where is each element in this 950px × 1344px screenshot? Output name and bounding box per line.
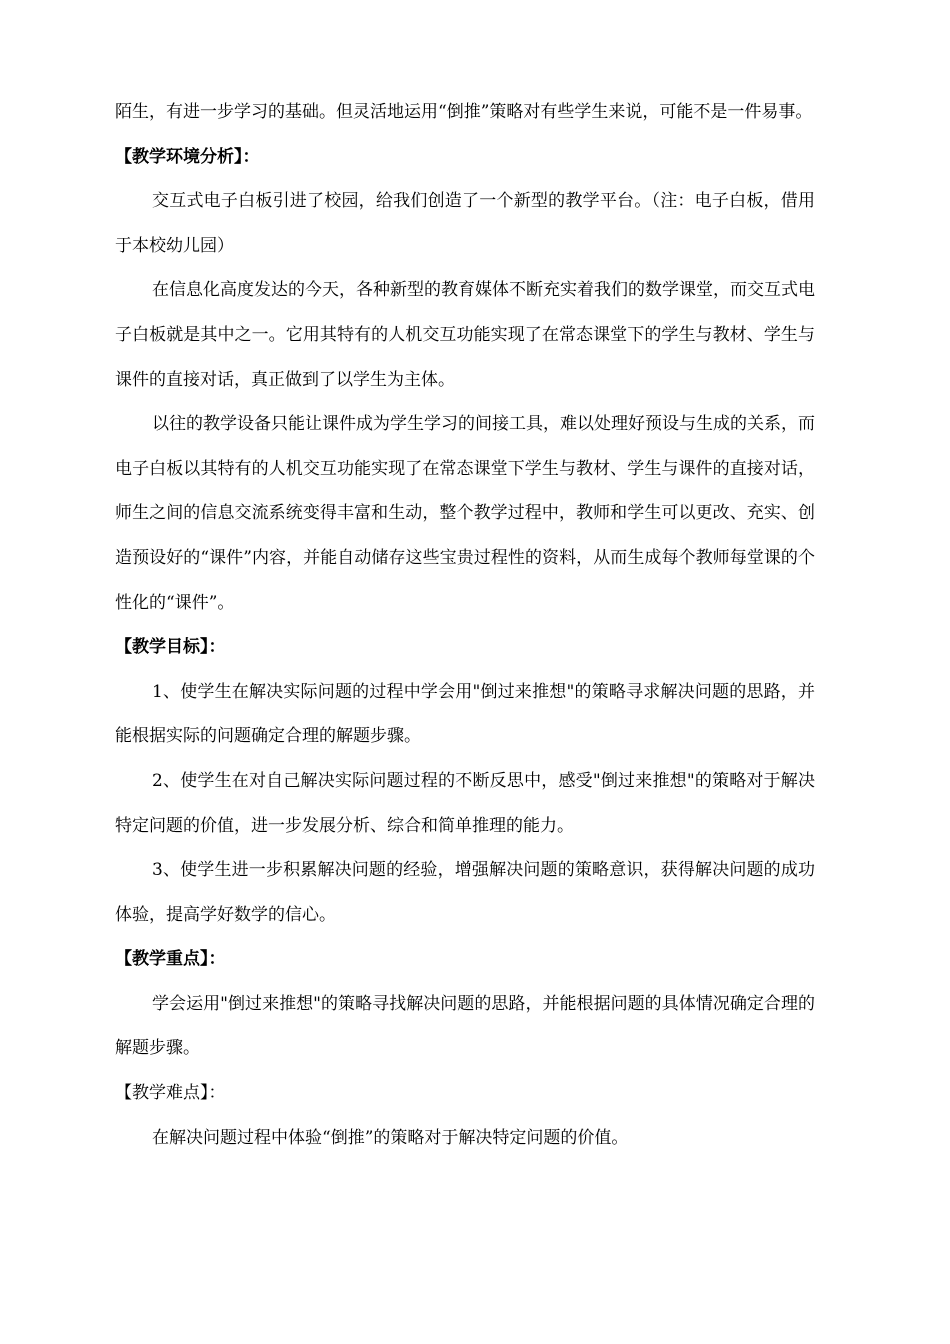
- environment-heading: 【教学环境分析】：: [115, 146, 260, 167]
- goal-item-1: 1、使学生在解决实际问题的过程中学会用"倒过来推想"的策略寻求解决问题的思路，并能根据实际的问题确定合理的解题步骤。: [115, 681, 815, 747]
- difficulties-heading: 【教学难点】：: [115, 1083, 226, 1104]
- difficulties-paragraph: 在解决问题过程中体验“倒推”的策略对于解决特定问题的价值。: [152, 1127, 629, 1148]
- key-points-heading: 【教学重点】：: [115, 949, 226, 970]
- intro-paragraph: 陌生，有进一步学习的基础。但灵活地运用“倒推”策略对有些学生来说，可能不是一件易事。: [115, 102, 813, 122]
- goals-heading: 【教学目标】：: [115, 637, 226, 658]
- document-body: [115, 90, 815, 1160]
- environment-paragraph-3: 以往的教学设备只能让课件成为学生学习的间接工具，难以处理好预设与生成的关系，而电子白板以其特有的人机交互功能实现了在常态课堂下学生与教材、学生与课件的直接对话，师生之间的信息交流系统变得丰富和生动，整个教学过程中，教师和学生可以更改、充实、创造预设好的“课件”内容，并能自动储存这些宝贵过程性的资料，从而生成每个教师每堂课的个性化的“课件”。: [115, 414, 815, 613]
- goal-item-3: 3、使学生进一步积累解决问题的经验，增强解决问题的策略意识，获得解决问题的成功体验，提高学好数学的信心。: [115, 860, 815, 925]
- environment-paragraph-2: 在信息化高度发达的今天，各种新型的教育媒体不断充实着我们的数学课堂，而交互式电子白板就是其中之一。它用其特有的人机交互功能实现了在常态课堂下的学生与教材、学生与课件的直接对话，真正做到了以学生为主体。: [115, 280, 815, 390]
- goal-item-2: 2、使学生在对自己解决实际问题过程的不断反思中，感受"倒过来推想"的策略对于解决特定问题的价值，进一步发展分析、综合和简单推理的能力。: [115, 770, 815, 836]
- key-points-paragraph: 学会运用"倒过来推想"的策略寻找解决问题的思路，并能根据问题的具体情况确定合理的解题步骤。: [115, 993, 815, 1059]
- environment-paragraph-1: 交互式电子白板引进了校园，给我们创造了一个新型的教学平台。（注：电子白板，借用于本校幼儿园）: [115, 191, 815, 256]
